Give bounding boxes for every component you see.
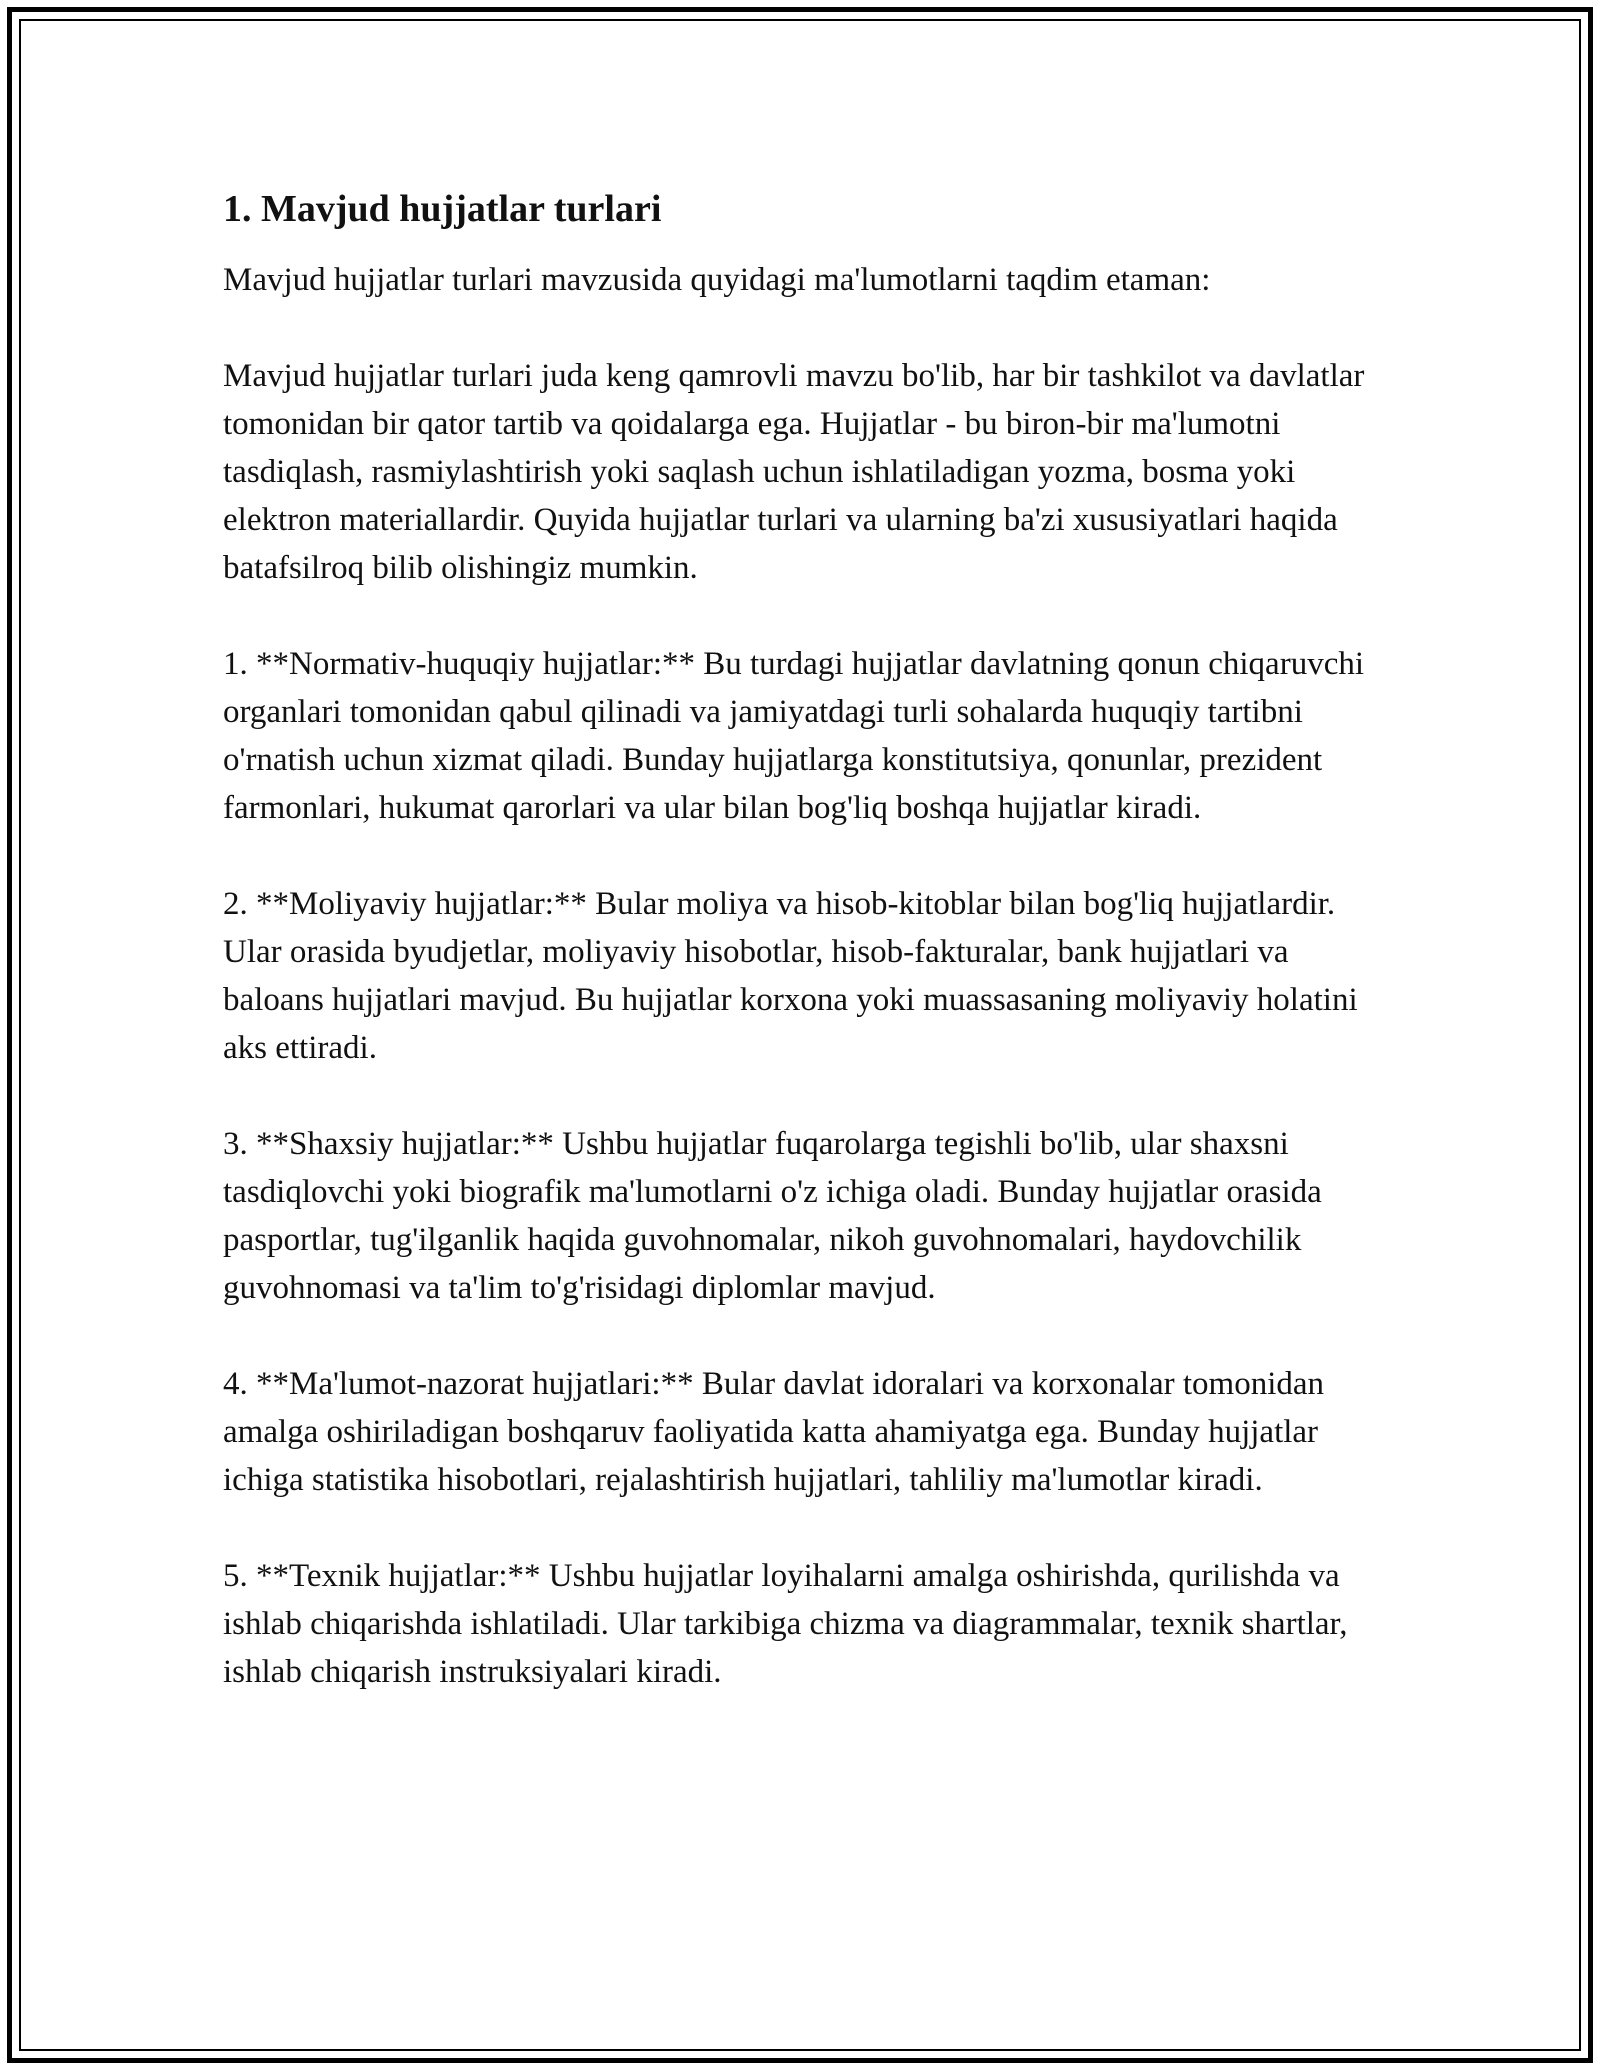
document-body (223, 185, 1373, 1744)
overview-paragraph: Mavjud hujjatlar turlari juda keng qamrovli mavzu bo'lib, har bir tashkilot va davlatlar tomonidan bir qator tartib va qoidalarga ega. Hujjatlar - bu biron-bir ma'lumotni tasdiqlash, rasmiylashtirish yoki saqlash uchun ishlatiladigan yozma, bosma yoki elektron materiallardir. Quyida hujjatlar turlari va ularning ba'zi xususiyatlari haqida batafsilroq bilib olishingiz mumkin. (223, 358, 1365, 586)
list-item-normative-documents: 1. **Normativ-huquqiy hujjatlar:** Bu turdagi hujjatlar davlatning qonun chiqaruvchi organlari tomonidan qabul qilinadi va jamiyatdagi turli sohalarda huquqiy tartibni o'rnatish uchun xizmat qiladi. Bunday hujjatlarga konstitutsiya, qonunlar, prezident farmonlari, hukumat qarorlari va ular bilan bog'liq boshqa hujjatlar kiradi. (223, 646, 1365, 826)
document-title: 1. Mavjud hujjatlar turlari (223, 188, 662, 230)
intro-paragraph: Mavjud hujjatlar turlari mavzusida quyidagi ma'lumotlarni taqdim etaman: (223, 262, 1211, 298)
list-item-control-documents: 4. **Ma'lumot-nazorat hujjatlari:** Bular davlat idoralari va korxonalar tomonidan amalga oshiriladigan boshqaruv faoliyatida katta ahamiyatga ega. Bunday hujjatlar ichiga statistika hisobotlari, rejalashtirish hujjatlari, tahliliy ma'lumotlar kiradi. (223, 1366, 1325, 1498)
list-item-technical-documents: 5. **Texnik hujjatlar:** Ushbu hujjatlar loyihalarni amalga oshirishda, qurilishda va ishlab chiqarishda ishlatiladi. Ular tarkibiga chizma va diagrammalar, texnik shartlar, ishlab chiqarish instruksiyalari kiradi. (223, 1558, 1348, 1690)
list-item-personal-documents: 3. **Shaxsiy hujjatlar:** Ushbu hujjatlar fuqarolarga tegishli bo'lib, ular shaxsni tasdiqlovchi yoki biografik ma'lumotlarni o'z ichiga oladi. Bunday hujjatlar orasida pasportlar, tug'ilganlik haqida guvohnomalar, nikoh guvohnomalari, haydovchilik guvohnomasi va ta'lim to'g'risidagi diplomlar mavjud. (223, 1126, 1322, 1306)
list-item-financial-documents: 2. **Moliyaviy hujjatlar:** Bular moliya va hisob-kitoblar bilan bog'liq hujjatlardir. Ular orasida byudjetlar, moliyaviy hisobotlar, hisob-fakturalar, bank hujjatlari va baloans hujjatlari mavjud. Bu hujjatlar korxona yoki muassasaning moliyaviy holatini aks ettiradi. (223, 886, 1358, 1066)
